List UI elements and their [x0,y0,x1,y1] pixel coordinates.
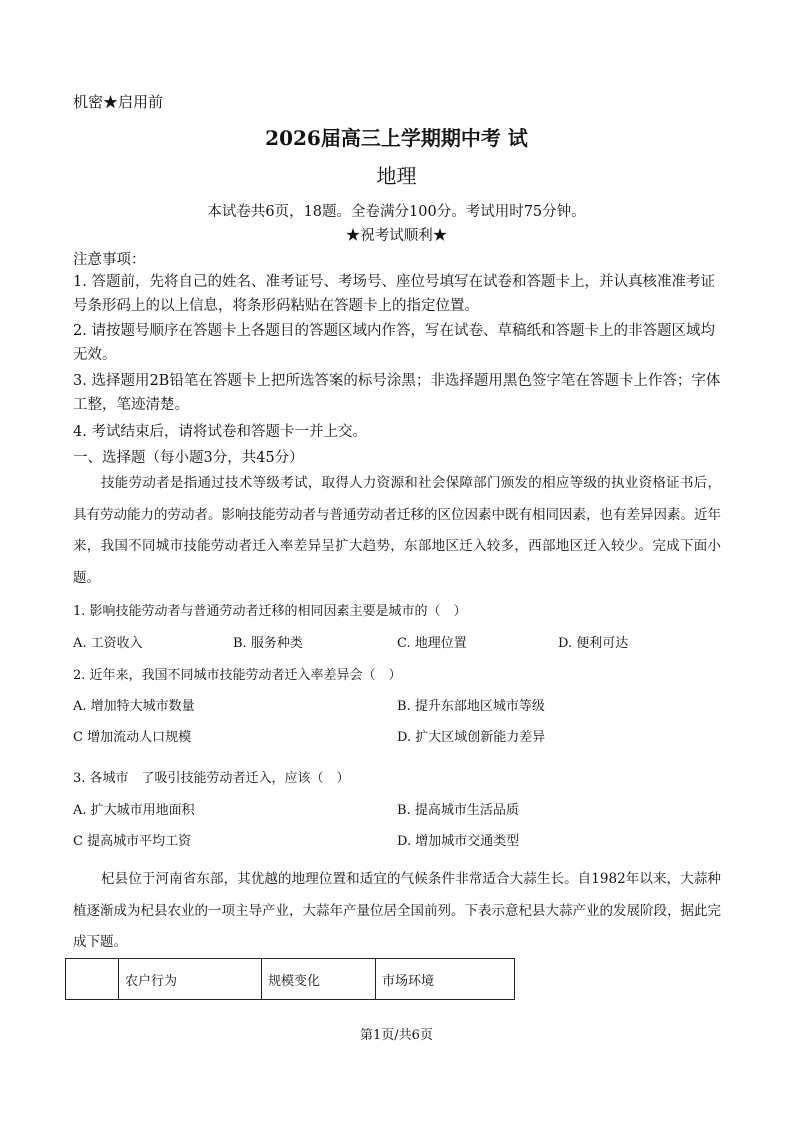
q1-option-d: D. 便利可达 [558,636,629,651]
note-item: 2. 请按题号顺序在答题卡上各题目的答题区域内作答，写在试卷、草稿纸和答题卡上的非答题区域均无效。 [73,323,715,363]
table-header-cell: 规模变化 [262,959,376,1000]
q2-option-c: C 增加流动人口规模 [73,730,192,745]
garlic-stage-table [65,958,515,1000]
exam-title: 2026届高三上学期期中考 试 [265,126,528,150]
question-1-stem: 1. 影响技能劳动者与普通劳动者迁移的相同因素主要是城市的（ ） [73,604,467,619]
question-3-stem: 3. 各城市 了吸引技能劳动者迁入，应该（ ） [73,771,350,786]
notes-heading: 注意事项： [73,252,146,268]
q3-option-d: D. 增加城市交通类型 [397,834,520,849]
subject-title: 地理 [376,164,417,188]
passage-migration: 技能劳动者是指通过技术等级考试，取得人力资源和社会保障部门颁发的相应等级的执业资格证书后，具有劳动能力的劳动者。影响技能劳动者与普通劳动者迁移的区位因素中既有相同因素，也有差异因素。近年来，我国不同城市技能劳动者迁入率差异呈扩大趋势，东部地区迁入较多，西部地区迁入较少。完成下面小题。 [73,475,721,586]
good-luck-line: ★祝考试顺利★ [345,228,448,244]
q2-option-b: B. 提升东部地区城市等级 [397,699,545,714]
confidential-label: 机密★启用前 [73,93,164,111]
question-2-stem: 2. 近年来，我国不同城市技能劳动者迁入率差异会（ ） [73,668,402,683]
q2-option-d: D. 扩大区域创新能力差异 [397,730,546,745]
q2-option-a: A. 增加特大城市数量 [73,699,195,714]
note-item: 3. 选择题用2B铅笔在答题卡上把所选答案的标号涂黑；非选择题用黑色签字笔在答题卡上作答；字体工整，笔迹清楚。 [73,373,721,413]
section-heading: 一、选择题（每小题3分，共45分） [73,450,304,466]
note-item: 1. 答题前，先将自己的姓名、准考证号、考场号、座位号填写在试卷和答题卡上，并认真核准准考证号条形码上的以上信息，将条形码粘贴在答题卡上的指定位置。 [73,274,715,314]
table-header-cell: 农户行为 [119,959,262,1000]
q1-option-b: B. 服务种类 [233,636,303,651]
passage-garlic: 杞县位于河南省东部，其优越的地理位置和适宜的气候条件非常适合大蒜生长。自1982年以来，大蒜种植逐渐成为杞县农业的一项主导产业，大蒜年产量位居全国前列。下表示意杞县大蒜产业的发展阶段，据此完成下题。 [73,871,721,950]
exam-info: 本试卷共6页，18题。全卷满分100分。考试用时75分钟。 [207,204,586,220]
table-header-row [66,959,515,1000]
q3-option-b: B. 提高城市生活品质 [397,803,519,818]
table-header-cell [66,959,119,1000]
q3-option-c: C 提高城市平均工资 [73,834,192,849]
q1-option-c: C. 地理位置 [397,636,467,651]
q1-option-a: A. 工资收入 [73,636,143,651]
q3-option-a: A. 扩大城市用地面积 [73,803,195,818]
note-item: 4. 考试结束后，请将试卷和答题卡一并上交。 [73,424,367,440]
table-header-cell: 市场环境 [376,959,515,1000]
page-footer: 第1页/共6页 [360,1028,433,1043]
